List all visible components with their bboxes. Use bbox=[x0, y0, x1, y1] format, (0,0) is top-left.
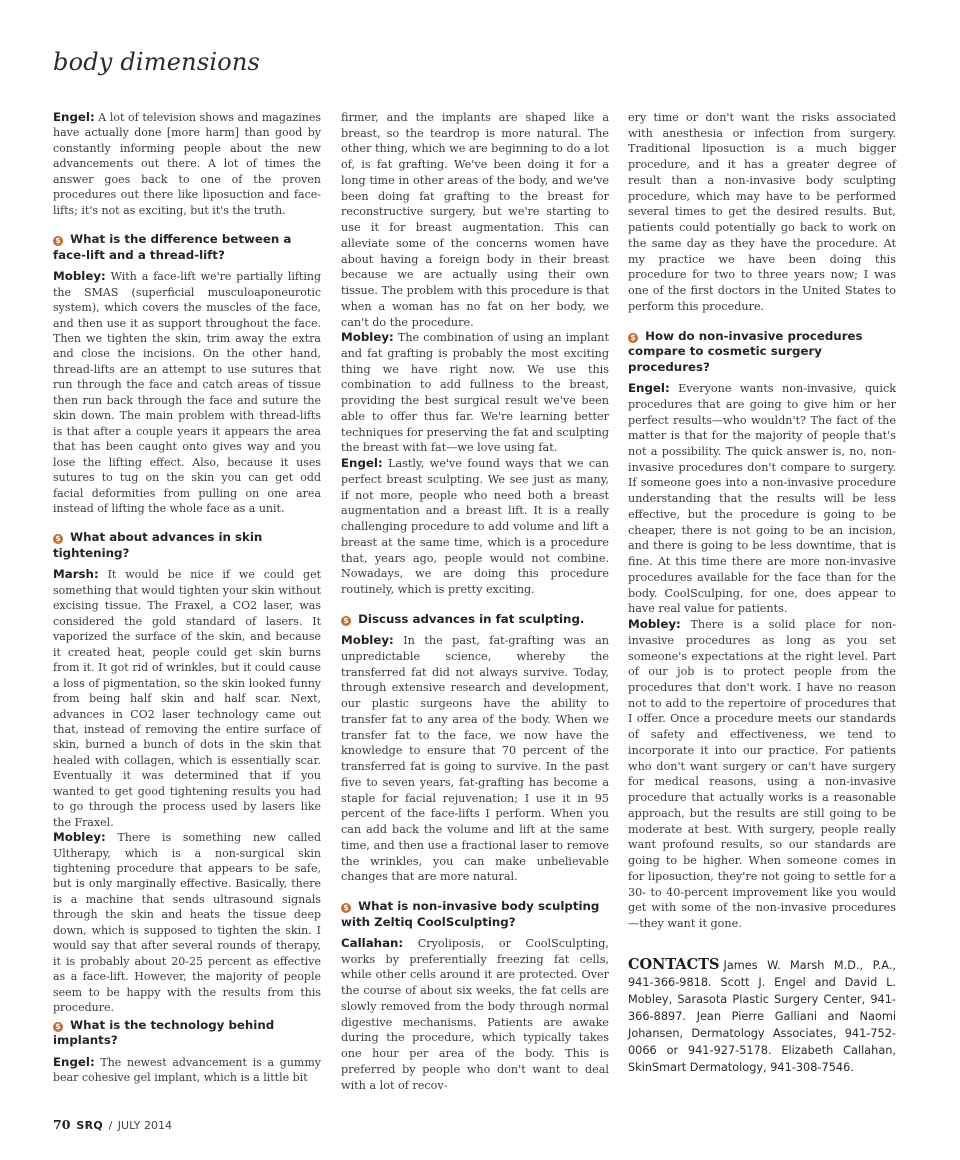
answer-text: A lot of television shows and magazines have actually done [more harm] than good by constantly informing people about the new advancements out there. A lot of times the answer goes back to one of the proven procedures out there like liposuction and face-lifts; it's not as exciting, but it's the truth. bbox=[53, 111, 321, 217]
page-number: 70 bbox=[53, 1117, 71, 1132]
footer-separator: / bbox=[108, 1119, 113, 1132]
speaker-name: Engel: bbox=[53, 1054, 95, 1069]
issue-date: JULY 2014 bbox=[117, 1119, 172, 1132]
speaker-name: Engel: bbox=[341, 456, 383, 471]
answer-text: Cryoliposis, or CoolSculpting, works by preferentially freezing fat cells, while other cells around it are protected. Over the course of about six weeks, the fat cells are slowly removed from the body through normal digestive mechanisms. Patients are awake during the procedure, which typically takes one hour per area of the body. This is preferred by people who don't want to deal with a lot of recov- bbox=[341, 937, 609, 1092]
answer-text: The newest advancement is a gummy bear cohesive gel implant, which is a little bit bbox=[53, 1055, 321, 1085]
article-column-1 bbox=[53, 110, 321, 1085]
answer-paragraph bbox=[53, 110, 321, 218]
speaker-name: Mobley: bbox=[53, 830, 106, 845]
question-heading: $ What is the technology behind implants? bbox=[53, 1017, 275, 1048]
answer-paragraph bbox=[53, 830, 321, 1015]
contacts-box bbox=[628, 956, 896, 1076]
answer-paragraph bbox=[341, 456, 609, 598]
answer-paragraph bbox=[628, 381, 896, 617]
page-footer bbox=[53, 1117, 172, 1132]
answer-text: It would be nice if we could get something that would tighten your skin without excising tissue. The Fraxel, a CO2 laser, was considered the gold standard of lasers. It vaporized the surface of the skin, and because it created heat, people could get skin burns from it. It got rid of wrinkles, but it could cause a loss of pigmentation, so the skin looked funny from being half skin and half scar. Next, advances in CO2 laser technology came out that, instead of removing the entire surface of skin, burned a bunch of dots in the skin that healed with collagen, which is essentially scar. Eventually it was determined that if you wanted to get good tightening results you had to go through the process used by lasers like the Fraxel. bbox=[53, 568, 321, 829]
magazine-name: SRQ bbox=[76, 1119, 104, 1132]
speaker-name: Mobley: bbox=[628, 617, 681, 632]
contacts-label: CONTACTS bbox=[628, 955, 720, 973]
question-heading: $ What is the difference between a face-lift and a thread-lift? bbox=[53, 232, 292, 262]
answer-text: In the past, fat-grafting was an unpredictable science, whereby the transferred fat did not always survive. Today, through extensive research and development, our plastic surgeons have the ability to transfer fat to any area of the body. When we transfer fat to the face, we now have the knowledge to ensure that 70 percent of the transferred fat is going to survive. In the past five to seven years, fat-grafting has become a staple for facial rejuvenation; I use it in 95 percent of the face-lifts I perform. When you can add back the volume and lift at the same time, and then use a fractional laser to remove the wrinkles, you can make unbelievable changes that are more natural. bbox=[341, 634, 609, 884]
answer-paragraph bbox=[341, 330, 609, 456]
article-column-3 bbox=[628, 110, 896, 1076]
answer-paragraph bbox=[341, 936, 609, 1093]
speaker-name: Mobley: bbox=[341, 633, 394, 648]
speaker-name: Engel: bbox=[628, 381, 670, 396]
answer-paragraph bbox=[628, 617, 896, 932]
dollar-bullet-icon: $ bbox=[53, 236, 63, 246]
answer-text: Everyone wants non-invasive, quick procedures that are going to give him or her perfect results—who wouldn't? The fact of the matter is that for the majority of people that's not a possibility. The quick answer is, no, non-invasive procedures don't compare to surgery. If someone goes into a non-invasive procedure understanding that the results will be less effective, but the procedure is going to be cheaper, there is not going to be an incision, and there is going to be less downtime, that is fine. At this time there are more non-invasive procedures available for the face than for the body. CoolSculping, for one, does appear to have real value for patients. bbox=[628, 382, 896, 616]
speaker-name: Mobley: bbox=[341, 330, 394, 345]
dollar-bullet-icon: $ bbox=[53, 1022, 63, 1032]
dollar-bullet-icon: $ bbox=[341, 616, 351, 626]
question-heading: $ What is non-invasive body sculpting with Zeltiq CoolSculpting? bbox=[341, 899, 600, 929]
answer-text: There is a solid place for non-invasive procedures as long as you set someone's expectations at the right level. Part of our job is to protect people from the procedures that don't work. I have no reason not to add to the repertoire of procedures that I offer. Once a procedure meets our standards of safety and effectiveness, we tend to incorporate it into our practice. For patients who don't want surgery or can't have surgery for medical reasons, using a non-invasive procedure that actually works is a reasonable approach, but the results are still going to be moderate at best. With surgery, people really want profound results, so our standards are going to be higher. When someone comes in for liposuction, they're not going to settle for a 30- to 40-percent improvement like you would get with some of the non-invasive procedures—they want it gone. bbox=[628, 618, 896, 931]
answer-paragraph bbox=[341, 633, 609, 885]
contacts-text: James W. Marsh M.D., P.A., 941-366-9818. Scott J. Engel and David L. Mobley, Sarasota Plastic Surgery Center, 941-366-8897. Jean Pierre Galliani and Naomi Johansen, Dermatology Associates, 941-752-0066 or 941-927-5178. Elizabeth Callahan, SkinSmart Dermatology, 941-308-7546. bbox=[628, 958, 896, 1074]
dollar-bullet-icon: $ bbox=[628, 333, 638, 343]
speaker-name: Engel: bbox=[53, 110, 95, 124]
answer-text: The combination of using an implant and fat grafting is probably the most exciting thing we have right now. We use this combination to add fullness to the breast, providing the best surgical result we've been able to offer thus far. We're learning better techniques for preserving the fat and sculpting the breast with fat—we love using fat. bbox=[341, 331, 610, 455]
answer-paragraph bbox=[628, 110, 896, 315]
answer-text: Lastly, we've found ways that we can perfect breast sculpting. We see just as many, if not more, people who need both a breast augmentation and a breast lift. It is a really challenging procedure to add volume and lift a breast at the same time, which is a procedure that, years ago, people would not combine. Nowadays, we are doing this procedure routinely, which is pretty exciting. bbox=[341, 457, 609, 597]
question-heading: $ Discuss advances in fat sculpting. bbox=[341, 612, 609, 628]
answer-text: There is something new called Ultherapy, which is a non-surgical skin tightening procedure that appears to be safe, but is only marginally effective. Basically, there is a machine that sends ultrasound signals through the skin and heats the tissue deep down, which is supposed to tighten the skin. I would say that after several rounds of therapy, it is probably about 20-25 percent as effective as a face-lift. However, the majority of people seem to be happy with the results from this procedure. bbox=[53, 831, 321, 1015]
answer-text: firmer, and the implants are shaped like a breast, so the teardrop is more natural. The other thing, which we are beginning to do a lot of, is fat grafting. We've been doing it for a long time in other areas of the body, and we've been doing fat grafting to the breast for reconstructive surgery, but we're starting to use it for breast augmentation. This can alleviate some of the concerns women have about having a foreign body in their breast because we are actually using their own tissue. The problem with this procedure is that when a woman has no fat on her body, we can't do the procedure. bbox=[341, 111, 609, 329]
article-column-2 bbox=[341, 110, 609, 1093]
answer-text: ery time or don't want the risks associated with anesthesia or infection from surgery. Traditional liposuction is a much bigger procedure, and it has a greater degree of result than a non-invasive body sculpting procedure, which may have to be performed several times to get the desired results. But, patients could potentially go back to work on the same day as they have the procedure. At my practice we have been doing this procedure for two to three years now; I was one of the first doctors in the United States to perform this procedure. bbox=[628, 111, 896, 313]
question-heading: $ How do non-invasive procedures compare to cosmetic surgery procedures? bbox=[628, 328, 863, 374]
question-heading: $ What about advances in skin tightening? bbox=[53, 530, 263, 560]
dollar-bullet-icon: $ bbox=[341, 903, 351, 913]
speaker-name: Mobley: bbox=[53, 269, 106, 284]
speaker-name: Marsh: bbox=[53, 567, 99, 582]
speaker-name: Callahan: bbox=[341, 936, 404, 951]
answer-paragraph bbox=[53, 567, 321, 830]
dollar-bullet-icon: $ bbox=[53, 534, 63, 544]
answer-paragraph bbox=[53, 269, 321, 516]
answer-paragraph bbox=[53, 1055, 321, 1086]
answer-text: With a face-lift we're partially lifting the SMAS (superficial musculoaponeurotic system), which covers the muscles of the face, and then use it as support throughout the face. Then we tighten the skin, trim away the extra and close the incisions. On the other hand, thread-lifts are an attempt to use sutures that run through the face and catch areas of tissue then run back through the face and suture the skin down. The main problem with thread-lifts is that after a couple years it appears the area that has been caught onto gives way and you lose the lifting effect. Also, because it uses sutures to tug on the skin you can get odd facial deformities from pulling on one area instead of lifting the whole face as a unit. bbox=[53, 270, 321, 515]
answer-paragraph bbox=[341, 110, 609, 330]
section-title: body dimensions bbox=[53, 48, 261, 76]
